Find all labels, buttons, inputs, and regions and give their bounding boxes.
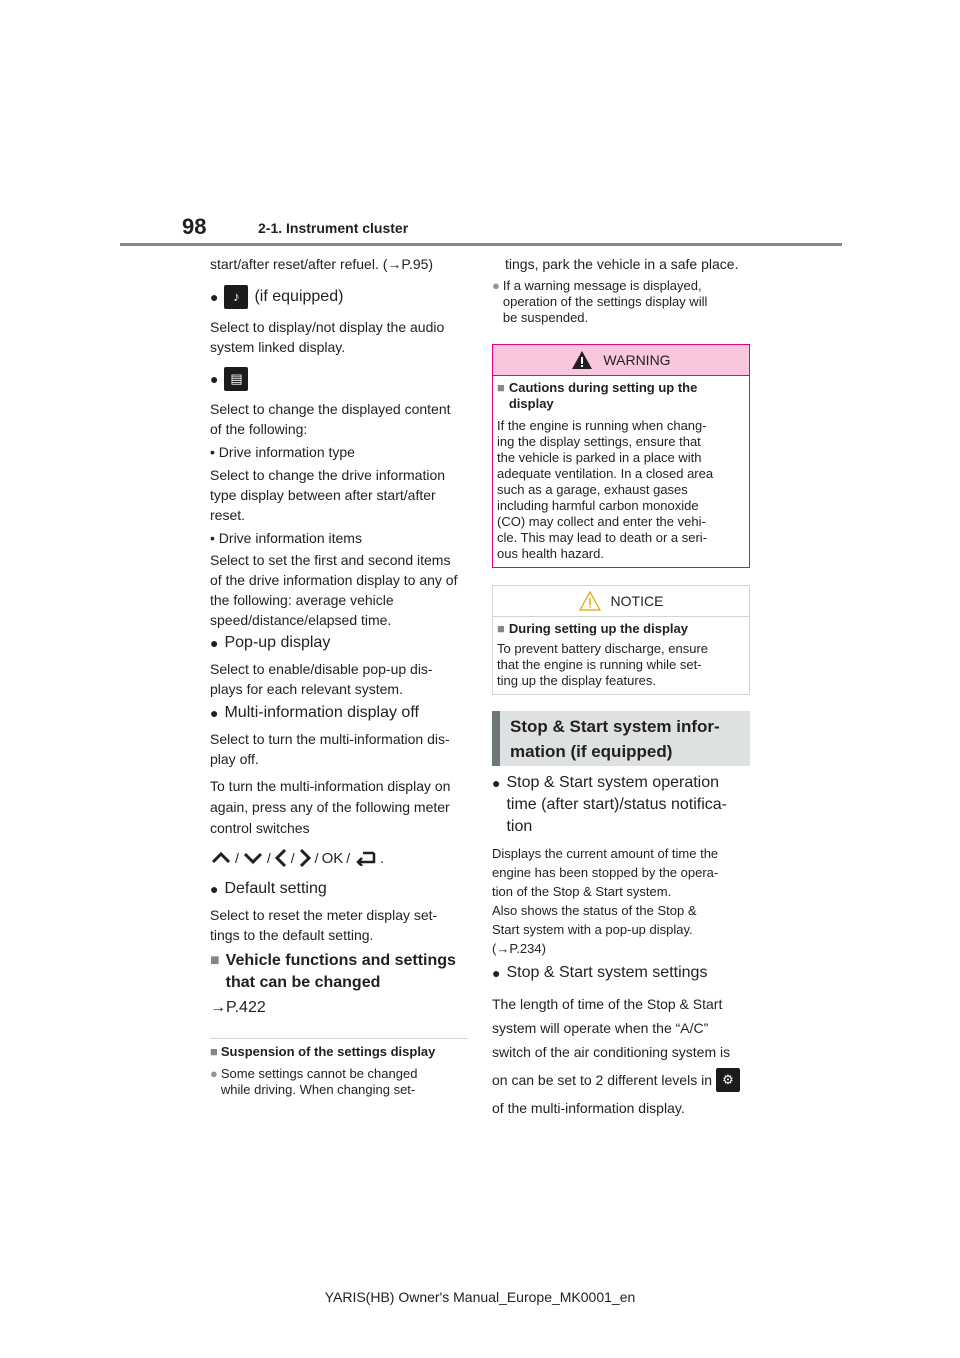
default-desc-line: Select to reset the meter display set- — [210, 907, 438, 923]
notice-box — [492, 585, 750, 695]
warning-title — [497, 380, 745, 412]
bullet-icon: ● — [210, 635, 219, 651]
notice-title-text: During setting up the display — [508, 621, 688, 636]
square-bullet-icon: ■ — [210, 1044, 218, 1059]
warning-msg-line: operation of the settings display will — [502, 294, 708, 309]
intro-text: start/after reset/after refuel. (→P.95) — [210, 256, 434, 272]
footer: YARIS(HB) Owner's Manual_Europe_MK0001_en — [324, 1289, 636, 1305]
settings-desc-line: of the multi-information display. — [492, 1100, 685, 1116]
warning-text-line: such as a garage, exhaust gases — [497, 482, 688, 497]
separator: / — [290, 850, 295, 866]
op-head-line: Stop & Start system operation — [506, 774, 720, 791]
notice-title — [497, 621, 745, 637]
audio-desc-line: system linked display. — [210, 339, 346, 355]
chevron-down-icon — [242, 851, 264, 865]
mid-off-heading: Multi-information display off — [224, 704, 419, 721]
separator: / — [346, 850, 351, 866]
op-desc-line: Start system with a pop-up display. — [492, 922, 693, 937]
settings-heading: Stop & Start system settings — [506, 964, 708, 981]
header-rule — [120, 243, 842, 246]
suspension-line: Some settings cannot be changed — [220, 1066, 418, 1081]
meter-switches — [210, 847, 384, 869]
mid-on-line: control switches — [210, 820, 310, 836]
drive-type-line: reset. — [210, 507, 246, 523]
warning-msg-line: If a warning message is displayed, — [502, 278, 702, 293]
settings-desc-line: system will operate when the “A/C” — [492, 1020, 709, 1036]
audio-desc — [210, 317, 444, 357]
drive-items-line: of the drive information display to any of — [210, 572, 458, 588]
op-head-line: time (after start)/status notifica- — [506, 796, 727, 813]
suspension-desc — [210, 1066, 417, 1098]
bullet-icon: ● — [492, 775, 501, 791]
warning-text — [497, 418, 745, 562]
drive-info-item — [210, 367, 248, 391]
bullet-icon: ● — [210, 705, 219, 721]
vehicle-head-line: that can be changed — [225, 974, 381, 991]
stop-title-line: mation (if equipped) — [510, 742, 673, 761]
bullet-icon: ● — [210, 881, 219, 897]
drive-items-line: Select to set the first and second items — [210, 552, 451, 568]
popup-heading: Pop-up display — [224, 634, 331, 651]
warning-msg-line: be suspended. — [502, 310, 589, 325]
warning-body — [493, 376, 749, 562]
chevron-left-icon — [274, 847, 288, 869]
mid-off-line: Select to turn the multi-information dis- — [210, 731, 450, 747]
mid-on-line: To turn the multi-information display on — [210, 778, 451, 794]
mid-on-desc — [210, 776, 450, 839]
chevron-right-icon — [298, 847, 312, 869]
continued-text: tings, park the vehicle in a safe place. — [505, 256, 739, 272]
bullet-icon: ● — [210, 371, 219, 387]
drive-desc-line: of the following: — [210, 421, 308, 437]
default-desc — [210, 905, 437, 945]
warning-text-line: adequate ventilation. In a closed area — [497, 466, 714, 481]
settings-desc-line: switch of the air conditioning system is — [492, 1044, 731, 1060]
vehicle-functions-heading — [210, 950, 456, 994]
drive-items-line: the following: average vehicle — [210, 592, 394, 608]
section-title: 2-1. Instrument cluster — [258, 220, 409, 236]
vehicle-ref: →P.422 — [210, 999, 266, 1016]
audio-desc-line: Select to display/not display the audio — [210, 319, 445, 335]
warning-title-line: display — [508, 396, 554, 411]
warning-text-line: including harmful carbon monoxide — [497, 498, 699, 513]
drive-desc — [210, 399, 451, 439]
mid-on-line: again, press any of the following meter — [210, 799, 450, 815]
popup-desc — [210, 659, 433, 699]
warning-text-line: cle. This may lead to death or a seri- — [497, 530, 708, 545]
warning-text-line: (CO) may collect and enter the vehi- — [497, 514, 706, 529]
settings-desc-line: on can be set to 2 different levels in — [492, 1072, 712, 1088]
warning-header — [493, 345, 749, 376]
gear-icon: ⚙ — [716, 1068, 740, 1092]
warning-text-line: the vehicle is parked in a place with — [497, 450, 702, 465]
chevron-up-icon — [210, 851, 232, 865]
warning-triangle-icon — [571, 350, 593, 370]
separator: / — [266, 850, 271, 866]
op-desc-line: (→P.234) — [492, 941, 546, 956]
notice-text-line: that the engine is running while set- — [497, 657, 702, 672]
op-desc-line: Also shows the status of the Stop & — [492, 903, 697, 918]
drive-items-line: speed/distance/elapsed time. — [210, 612, 392, 628]
stop-operation-item — [492, 772, 727, 838]
warning-text-line: ing the display settings, ensure that — [497, 434, 701, 449]
notice-label: NOTICE — [610, 593, 664, 609]
circle-bullet-icon: ● — [210, 1066, 218, 1081]
stop-start-heading-box — [492, 711, 750, 766]
period: . — [380, 850, 385, 866]
popup-item — [210, 632, 330, 654]
op-head-line: tion — [506, 818, 533, 835]
music-note-icon: ♪ — [224, 285, 248, 309]
op-desc-line: engine has been stopped by the opera- — [492, 865, 719, 880]
audio-suffix: (if equipped) — [254, 288, 344, 305]
suspension-heading — [210, 1044, 435, 1059]
settings-desc-line: The length of time of the Stop & Start — [492, 996, 723, 1012]
page-number: 98 — [182, 214, 207, 239]
default-item — [210, 878, 327, 900]
op-desc-line: tion of the Stop & Start system. — [492, 884, 672, 899]
default-heading: Default setting — [224, 880, 327, 897]
suspension-title: Suspension of the settings display — [220, 1044, 436, 1059]
drive-type-line: type display between after start/after — [210, 487, 436, 503]
mid-off-line: play off. — [210, 751, 259, 767]
mid-off-desc — [210, 729, 450, 769]
caution-triangle-icon — [579, 591, 601, 611]
mid-off-item — [210, 702, 419, 724]
drive-items-desc — [210, 550, 457, 630]
back-arrow-icon — [353, 850, 377, 866]
separator: / — [314, 850, 319, 866]
notice-text-line: ting up the display features. — [497, 673, 656, 688]
popup-desc-line: plays for each relevant system. — [210, 681, 403, 697]
bullet-icon: ● — [492, 965, 501, 981]
op-desc-line: Displays the current amount of time the — [492, 846, 719, 861]
stop-start-title — [500, 711, 750, 767]
notice-text — [497, 641, 745, 689]
notice-text-line: To prevent battery discharge, ensure — [497, 641, 709, 656]
notice-header — [493, 586, 749, 617]
stop-operation-desc — [492, 844, 718, 958]
warning-label: WARNING — [603, 352, 671, 368]
stop-settings-desc — [492, 992, 740, 1120]
audio-item — [210, 285, 343, 309]
drive-type-item: • Drive information type — [210, 444, 355, 460]
popup-desc-line: Select to enable/disable pop-up dis- — [210, 661, 433, 677]
vehicle-head-line: Vehicle functions and settings — [225, 952, 456, 969]
settings-desc-line-with-icon — [492, 1068, 740, 1092]
square-bullet-icon: ■ — [497, 380, 505, 395]
drive-type-desc — [210, 465, 445, 525]
stop-settings-item — [492, 962, 707, 984]
separator: / — [235, 850, 239, 866]
notice-body — [493, 617, 749, 689]
square-bullet-icon: ■ — [210, 952, 220, 969]
ok-switch: OK — [321, 849, 344, 867]
warning-text-line: If the engine is running when chang- — [497, 418, 707, 433]
suspension-line: while driving. When changing set- — [220, 1082, 416, 1097]
warning-text-line: ous health hazard. — [497, 546, 604, 561]
circle-bullet-icon: ● — [492, 278, 500, 293]
divider — [210, 1038, 468, 1039]
warning-title-line: Cautions during setting up the — [508, 380, 698, 395]
warning-message-note — [492, 278, 707, 326]
bullet-icon: ● — [210, 289, 219, 305]
warning-box — [492, 344, 750, 568]
drive-info-icon: ▤ — [224, 367, 248, 391]
drive-desc-line: Select to change the displayed content — [210, 401, 451, 417]
default-desc-line: tings to the default setting. — [210, 927, 374, 943]
drive-items-item: • Drive information items — [210, 530, 362, 546]
stop-title-line: Stop & Start system infor- — [510, 717, 720, 736]
drive-type-line: Select to change the drive information — [210, 467, 446, 483]
square-bullet-icon: ■ — [497, 621, 505, 636]
